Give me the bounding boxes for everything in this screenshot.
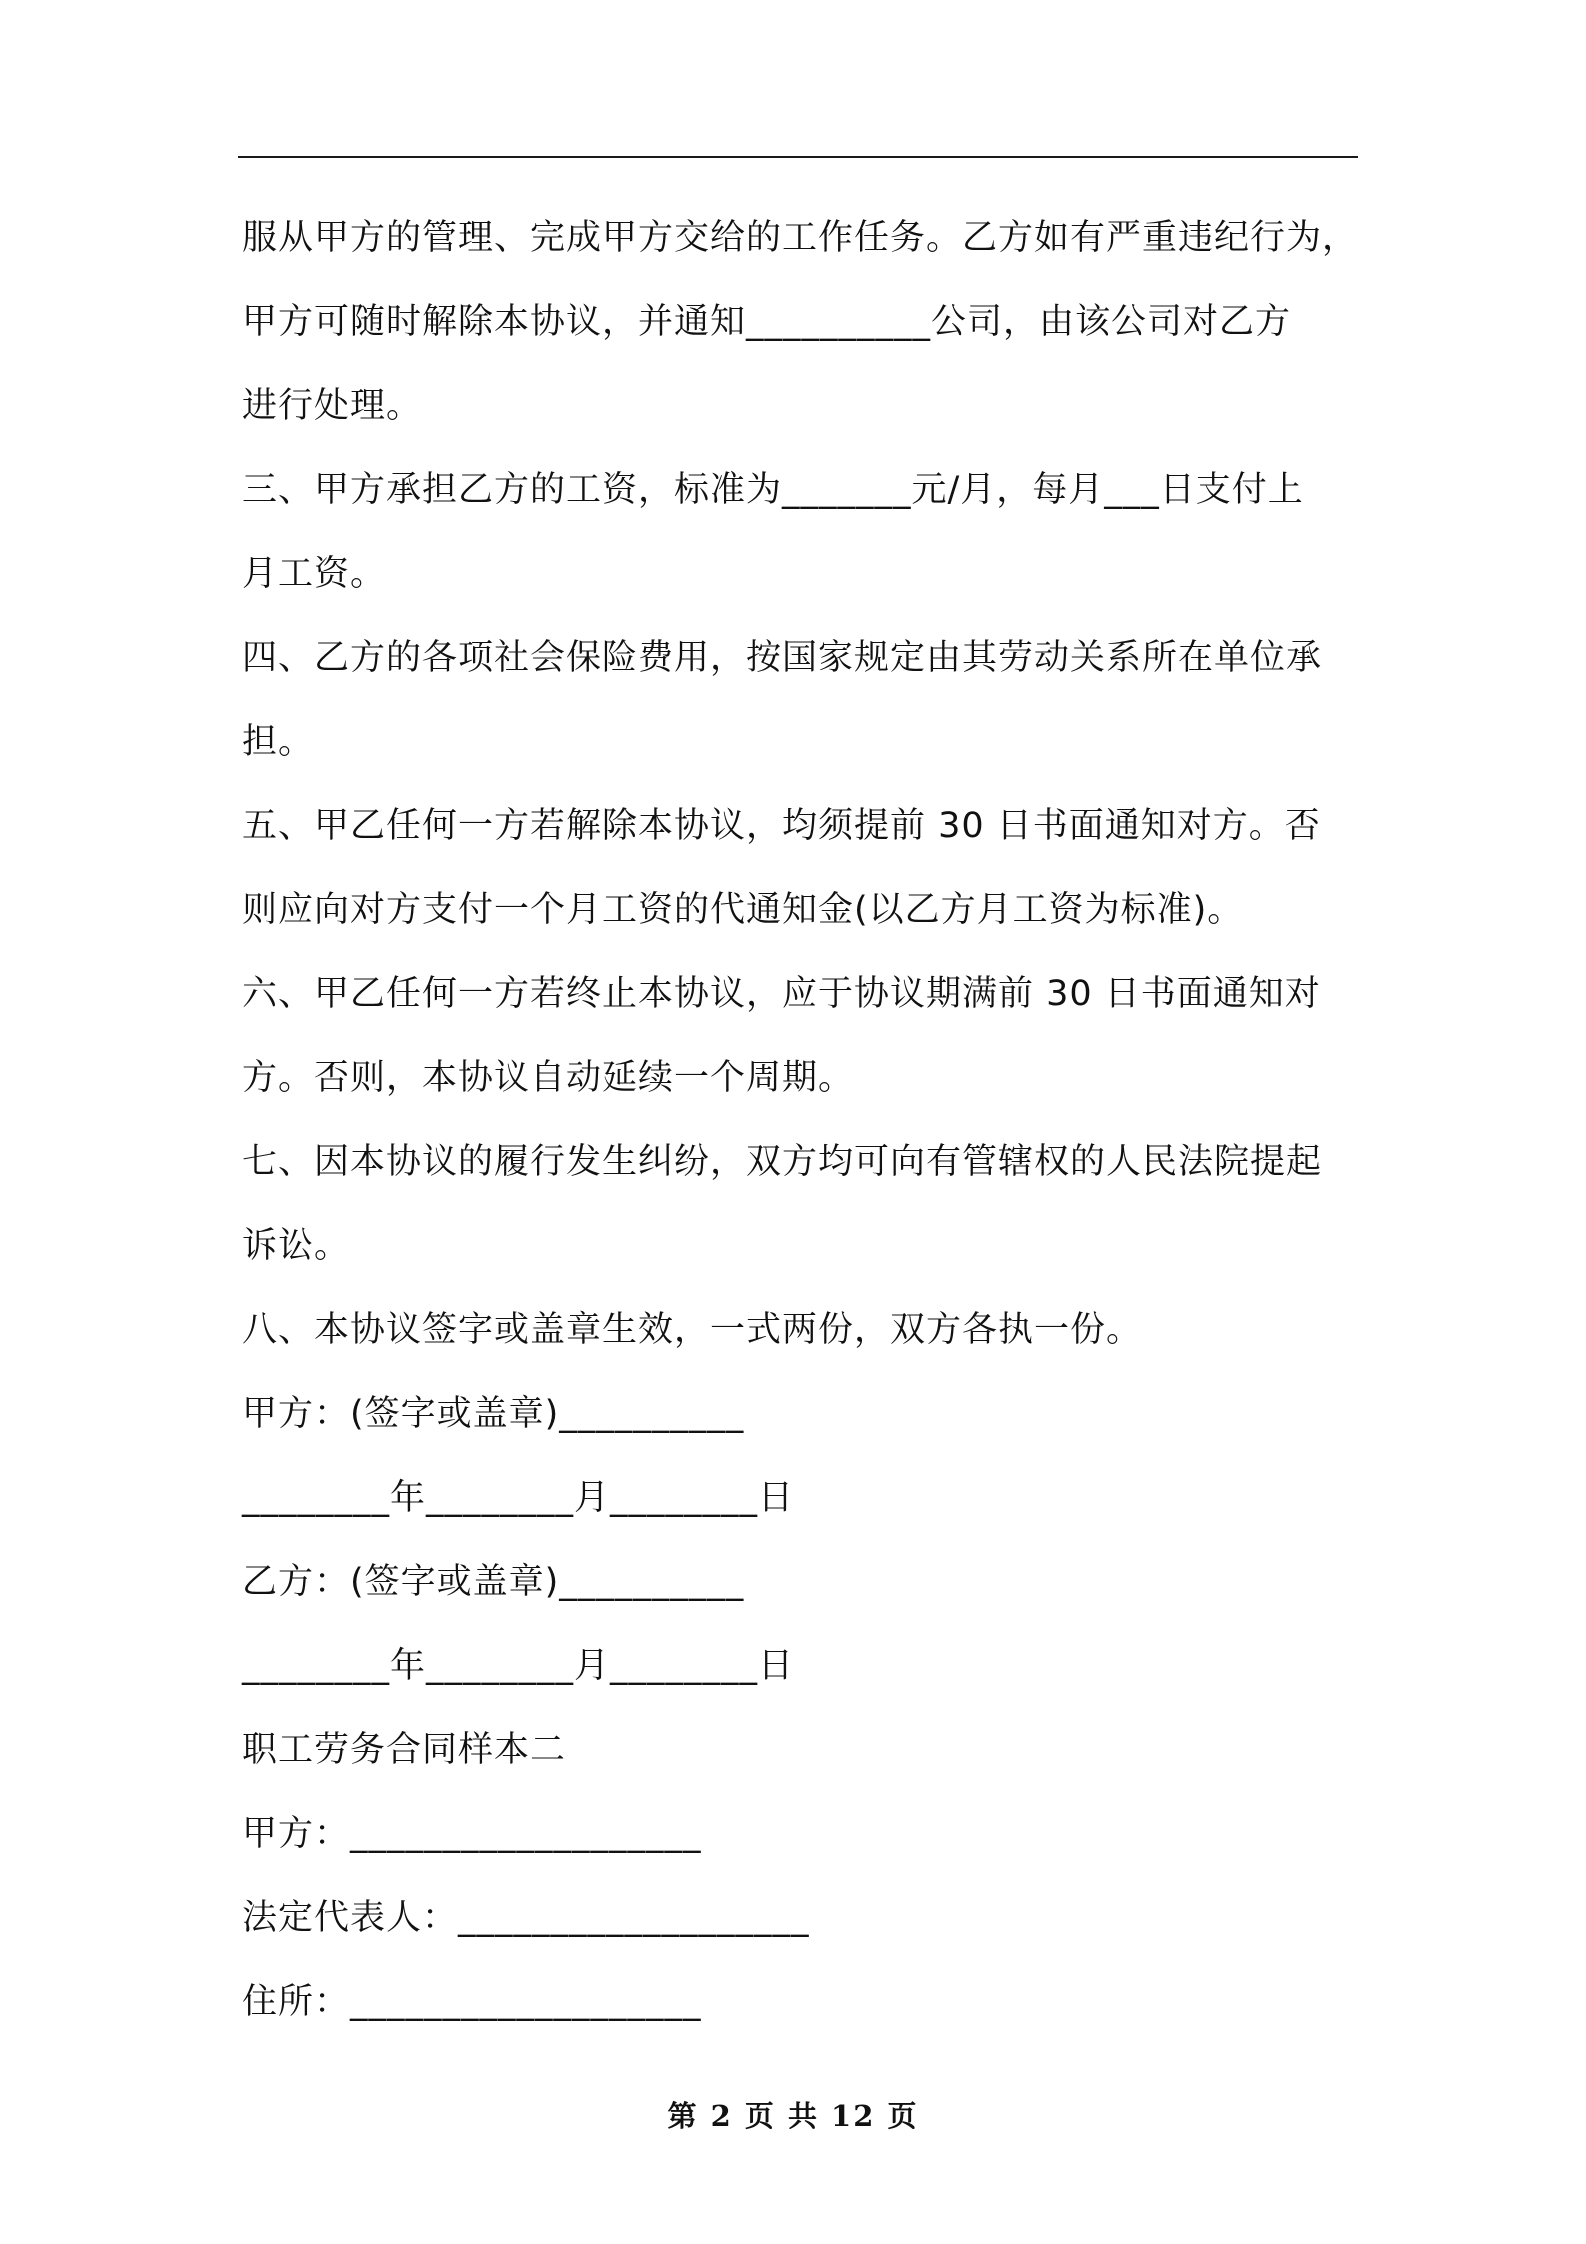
page-number: 第 2 页 共 12 页 bbox=[667, 2099, 919, 2133]
text-line: 月工资。 bbox=[242, 554, 387, 594]
header-rule bbox=[238, 156, 1358, 158]
clause-6-line: 六、甲乙任何一方若终止本协议，应于协议期满前 30 日书面通知对 bbox=[242, 974, 1321, 1014]
document-body bbox=[242, 196, 1362, 2044]
party-b-date-line: ________年________月________日 bbox=[242, 1646, 795, 1686]
address-field: 住所：___________________ bbox=[242, 1982, 702, 2022]
party-a-date-line: ________年________月________日 bbox=[242, 1478, 795, 1518]
party-b-signature-line: 乙方：(签字或盖章)__________ bbox=[242, 1562, 745, 1602]
text-line: 甲方可随时解除本协议，并通知__________公司，由该公司对乙方 bbox=[242, 302, 1292, 342]
section-title: 职工劳务合同样本二 bbox=[242, 1730, 567, 1770]
party-a-signature-line: 甲方：(签字或盖章)__________ bbox=[242, 1394, 745, 1434]
party-a-field: 甲方：___________________ bbox=[242, 1814, 702, 1854]
clause-4-line: 四、乙方的各项社会保险费用，按国家规定由其劳动关系所在单位承 bbox=[242, 638, 1323, 678]
clause-5-line: 五、甲乙任何一方若解除本协议，均须提前 30 日书面通知对方。否 bbox=[242, 806, 1321, 846]
text-line: 诉讼。 bbox=[242, 1226, 351, 1266]
text-line: 进行处理。 bbox=[242, 386, 423, 426]
clause-3-line: 三、甲方承担乙方的工资，标准为_______元/月，每月___日支付上 bbox=[242, 470, 1304, 510]
text-line: 方。否则，本协议自动延续一个周期。 bbox=[242, 1058, 855, 1098]
clause-7-line: 七、因本协议的履行发生纠纷，双方均可向有管辖权的人民法院提起 bbox=[242, 1142, 1323, 1182]
text-line: 服从甲方的管理、完成甲方交给的工作任务。乙方如有严重违纪行为， bbox=[242, 218, 1359, 258]
text-line: 担。 bbox=[242, 722, 315, 762]
clause-8-line: 八、本协议签字或盖章生效，一式两份，双方各执一份。 bbox=[242, 1310, 1143, 1350]
text-line: 则应向对方支付一个月工资的代通知金(以乙方月工资为标准)。 bbox=[242, 890, 1244, 930]
legal-representative-field: 法定代表人：___________________ bbox=[242, 1898, 810, 1938]
